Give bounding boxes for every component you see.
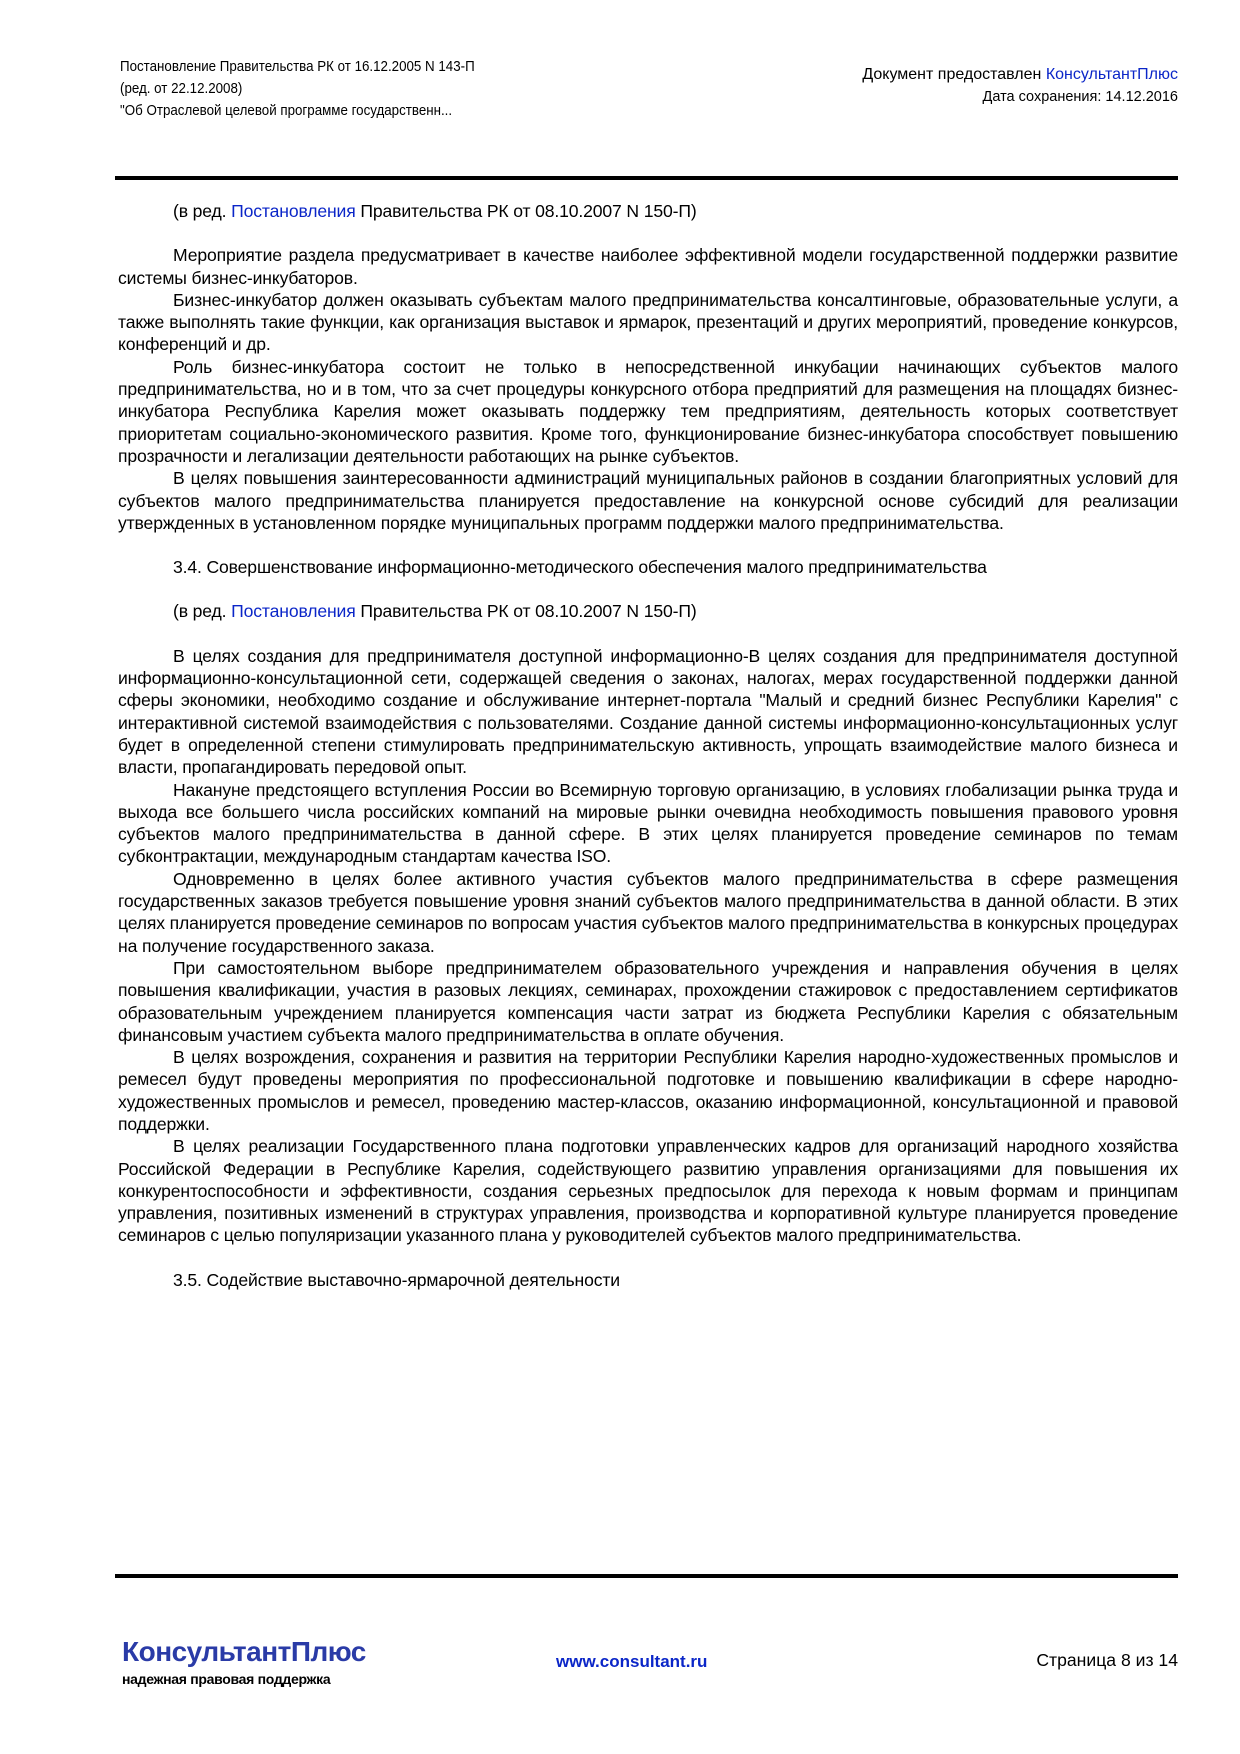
footer-divider xyxy=(115,1574,1178,1578)
document-provider-info xyxy=(862,64,1178,108)
provided-by-label: Документ предоставлен xyxy=(862,66,1046,83)
logo-brand: КонсультантПлюс xyxy=(122,1636,366,1667)
ref-prefix: (в ред. xyxy=(173,201,232,221)
document-body xyxy=(118,200,1178,1291)
section-heading-3-4: 3.4. Совершенствование информационно-методического обеспечения малого предпринимательства xyxy=(173,557,987,578)
consultant-plus-logo xyxy=(122,1636,366,1688)
paragraph: Мероприятие раздела предусматривает в качестве наиболее эффективной модели государственной поддержки развитие системы бизнес-инкубаторов. xyxy=(118,245,1178,288)
provided-by-line xyxy=(862,64,1178,86)
paragraph: В целях создания для предпринимателя доступной информационно-В целях создания для предпринимателя доступной информационно-консультационной сети, содержащей сведения о законах, налогах, мерах государственной поддержки данной сферы экономики, необходимо создание и обслуживание интернет-портала "Малый и средний бизнес Республики Карелия" с интерактивной системой взаимодействия с пользователями. Создание данной системы информационно-консультационных услуг будет в определенной степени стимулировать предпринимательскую активность, упрощать взаимодействие малого бизнеса и власти, пропагандировать передовой опыт. xyxy=(118,645,1178,778)
revision-reference xyxy=(118,200,1178,222)
paragraph: Накануне предстоящего вступления России во Всемирную торговую организацию, в условиях глобализации рынка труда и выхода все большего числа российских компаний на мировые рынки очевидна необходимость повышения правового уровня субъектов малого предпринимательства в данной сфере. В этих целях планируется проведение семинаров по темам субконтрактации, международным стандартам качества ISO. xyxy=(118,779,1178,867)
resolution-link[interactable]: Постановления xyxy=(231,201,356,221)
header-divider xyxy=(115,176,1178,180)
ref-suffix: Правительства РК от 08.10.2007 N 150-П) xyxy=(355,201,697,221)
ref-prefix: (в ред. xyxy=(173,601,232,622)
paragraph: При самостоятельном выборе предпринимателем образовательного учреждения и направления обучения в целях повышения квалификации, участия в разовых лекциях, семинарах, прохождении стажировок с предоставлением сертификатов образовательным учреждением планируется компенсация части затрат из бюджета Республики Карелия с обязательным финансовым участием субъекта малого предпринимательства в оплате обучения. xyxy=(118,957,1178,1045)
paragraph: В целях повышения заинтересованности администраций муниципальных районов в создании благоприятных условий для субъектов малого предпринимательства планируется предоставление на конкурсной основе субсидий для реализации утвержденных в установленном порядке муниципальных программ поддержки малого предпринимательства. xyxy=(118,468,1178,533)
ref-suffix: Правительства РК от 08.10.2007 N 150-П) xyxy=(355,601,697,622)
document-header-title xyxy=(120,56,475,122)
revision-reference xyxy=(118,600,1178,622)
provider-link[interactable]: КонсультантПлюс xyxy=(1045,66,1178,83)
paragraph: Бизнес-инкубатор должен оказывать субъектам малого предпринимательства консалтинговые, образовательные услуги, а также выполнять такие функции, как организация выставок и ярмарок, презентаций и других мероприятий, проведение конкурсов, конференций и др. xyxy=(118,289,1178,355)
paragraph: В целях реализации Государственного плана подготовки управленческих кадров для организаций народного хозяйства Российской Федерации в Республике Карелия, содействующего развитию управления организациями для повышения их конкурентоспособности и эффективности, создания серьезных предпосылок для перехода к новым формам и принципам управления, позитивных изменений в структурах управления, производства и корпоративной культуре планируется проведение семинаров с целью популяризации указанного плана у руководителей субъектов малого предпринимательства. xyxy=(118,1136,1178,1246)
paragraph: Одновременно в целях более активного участия субъектов малого предпринимательства в сфере размещения государственных заказов требуется повышение уровня знаний субъектов малого предпринимательства в данной области. В этих целях планируется проведение семинаров по вопросам участия субъектов малого предпринимательства в конкурсных процедурах на получение государственного заказа. xyxy=(118,868,1179,956)
paragraph: В целях возрождения, сохранения и развития на территории Республики Карелия народно-художественных промыслов и ремесел будут проведены мероприятия по профессиональной подготовке и повышению квалификации в сфере народно-художественных промыслов и ремесел, проведению мастер-классов, оказанию информационной, консультационной и правовой поддержки. xyxy=(118,1047,1178,1134)
section-heading-3-5: 3.5. Содействие выставочно-ярмарочной деятельности xyxy=(173,1269,620,1290)
save-date: Дата сохранения: 14.12.2016 xyxy=(982,89,1178,105)
header-title-line-2: (ред. от 22.12.2008) xyxy=(120,81,243,97)
header-title-line-1: Постановление Правительства РК от 16.12.2005 N 143-П xyxy=(120,59,475,75)
logo-tagline: надежная правовая поддержка xyxy=(122,1671,331,1687)
page-number: Страница 8 из 14 xyxy=(1036,1650,1178,1670)
website-link[interactable]: www.consultant.ru xyxy=(556,1652,708,1671)
paragraph: Роль бизнес-инкубатора состоит не только в непосредственной инкубации начинающих субъектов малого предпринимательства, но и в том, что за счет процедуры конкурсного отбора предприятий для размещения на площадях бизнес-инкубатора Республика Карелия может оказывать поддержку тем предприятиям, деятельность которых соответствует приоритетам социально-экономического развития. Кроме того, функционирование бизнес-инкубатора способствует повышению прозрачности и легализации деятельности работающих на рынке субъектов. xyxy=(118,356,1178,466)
header-title-line-3: "Об Отраслевой целевой программе государственн... xyxy=(120,103,453,119)
resolution-link[interactable]: Постановления xyxy=(231,601,356,622)
